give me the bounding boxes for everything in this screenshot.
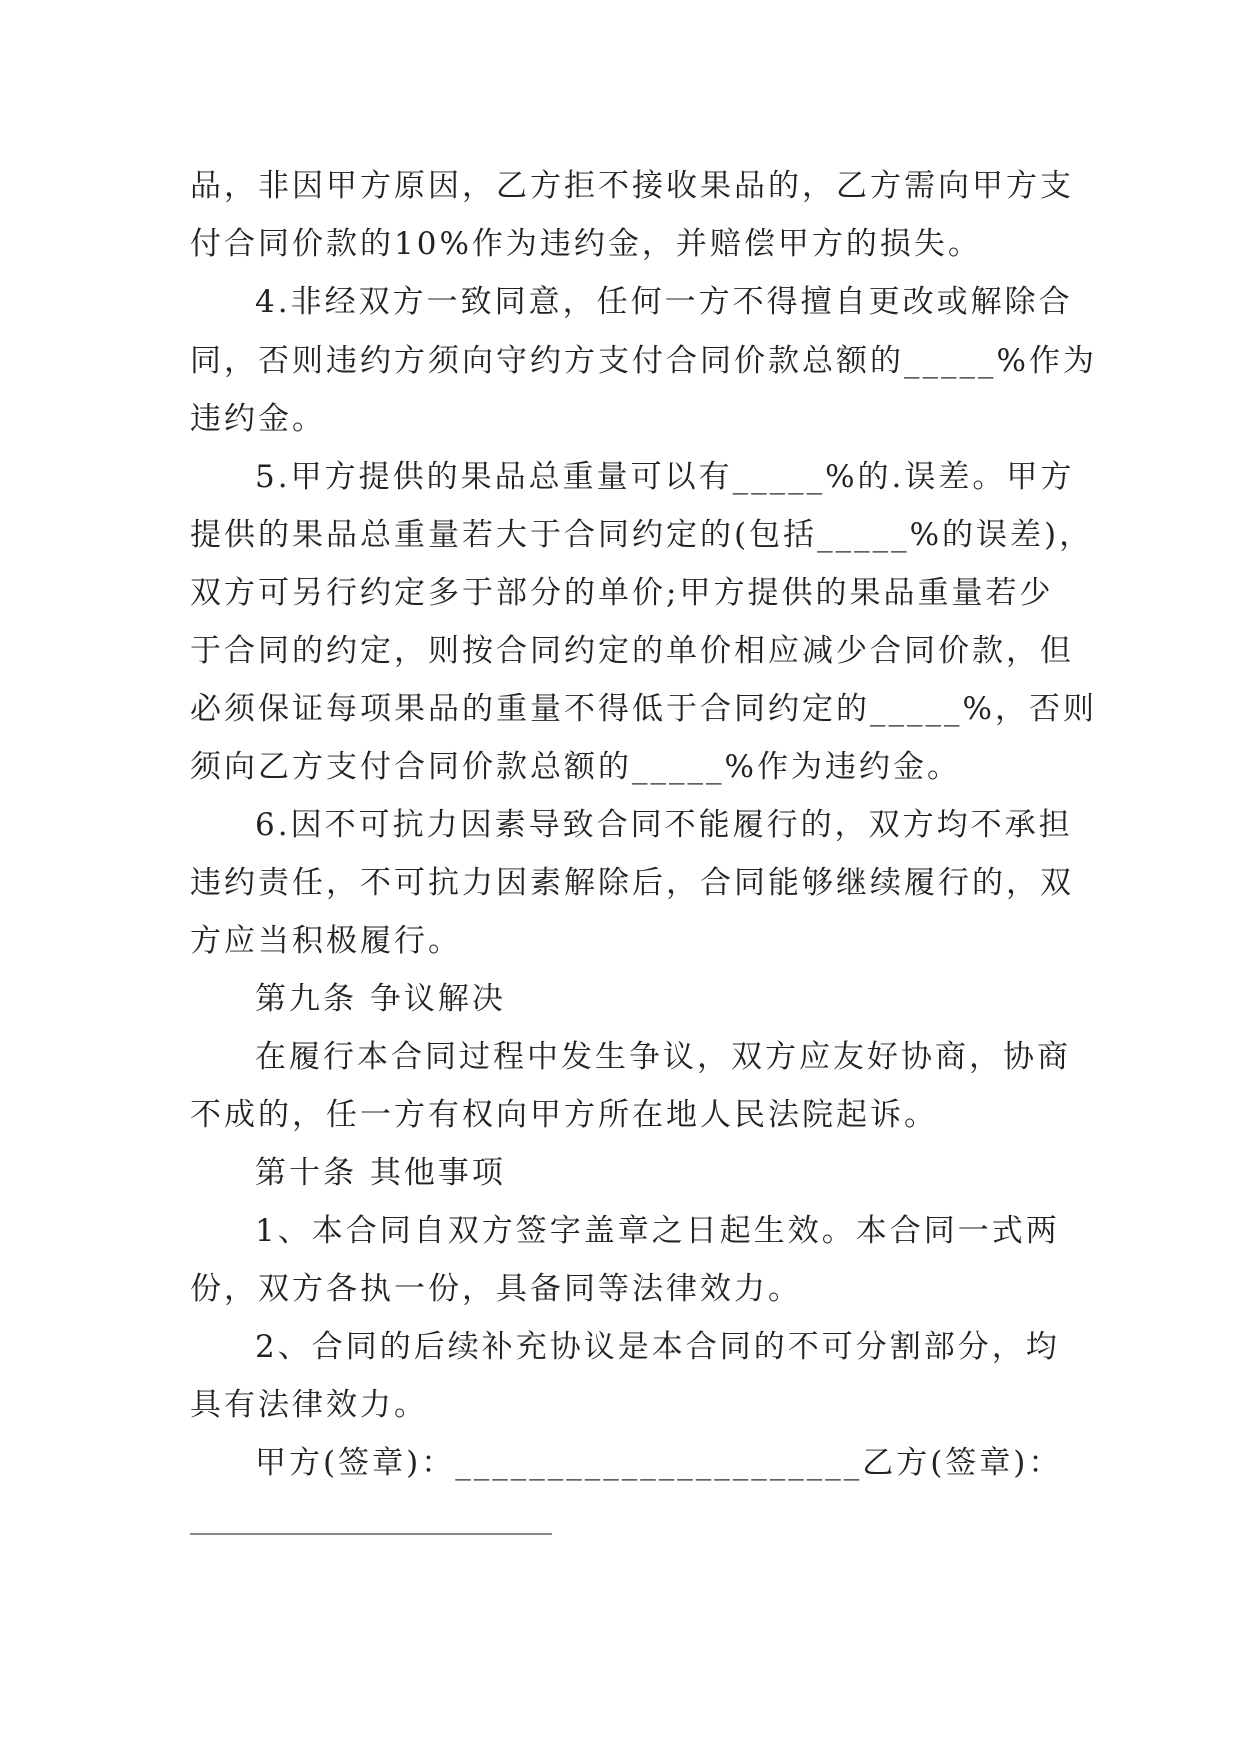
text-line: 具有法律效力。 (190, 1387, 428, 1423)
text-line: 6.因不可抗力因素导致合同不能履行的，双方均不承担 (255, 807, 1073, 843)
text-line: 不成的，任一方有权向甲方所在地人民法院起诉。 (190, 1097, 938, 1133)
text-line: 违约责任，不可抗力因素解除后，合同能够继续履行的，双 (190, 865, 1074, 901)
text-line: 在履行本合同过程中发生争议，双方应友好协商，协商 (255, 1039, 1071, 1075)
text-line: 提供的果品总重量若大于合同约定的(包括_____%的误差)， (190, 517, 1094, 553)
text-line: 份，双方各执一份，具备同等法律效力。 (190, 1271, 802, 1307)
text-line: 付合同价款的10%作为违约金，并赔偿甲方的损失。 (190, 226, 982, 262)
section-heading: 第九条 争议解决 (255, 981, 506, 1017)
text-line: 于合同的约定，则按合同约定的单价相应减少合同价款，但 (190, 633, 1074, 669)
text-line: 同，否则违约方须向守约方支付合同价款总额的_____%作为 (190, 343, 1097, 379)
text-line: 须向乙方支付合同价款总额的_____%作为违约金。 (190, 749, 961, 785)
text-line: 4.非经双方一致同意，任何一方不得擅自更改或解除合 (255, 284, 1073, 320)
signature-underline (190, 1533, 552, 1535)
signature-line: 甲方(签章)：______________________乙方(签章)： (255, 1445, 1063, 1481)
text-line: 品，非因甲方原因，乙方拒不接收果品的，乙方需向甲方支 (190, 168, 1074, 204)
text-line: 1、本合同自双方签字盖章之日起生效。本合同一式两 (255, 1213, 1060, 1249)
text-line: 5.甲方提供的果品总重量可以有_____%的.误差。甲方 (255, 459, 1075, 495)
text-line: 双方可另行约定多于部分的单价;甲方提供的果品重量若少 (190, 575, 1054, 611)
text-line: 必须保证每项果品的重量不得低于合同约定的_____%，否则 (190, 691, 1097, 727)
section-heading: 第十条 其他事项 (255, 1155, 506, 1191)
text-line: 方应当积极履行。 (190, 923, 462, 959)
text-line: 违约金。 (190, 401, 326, 437)
text-line: 2、合同的后续补充协议是本合同的不可分割部分，均 (255, 1329, 1060, 1365)
